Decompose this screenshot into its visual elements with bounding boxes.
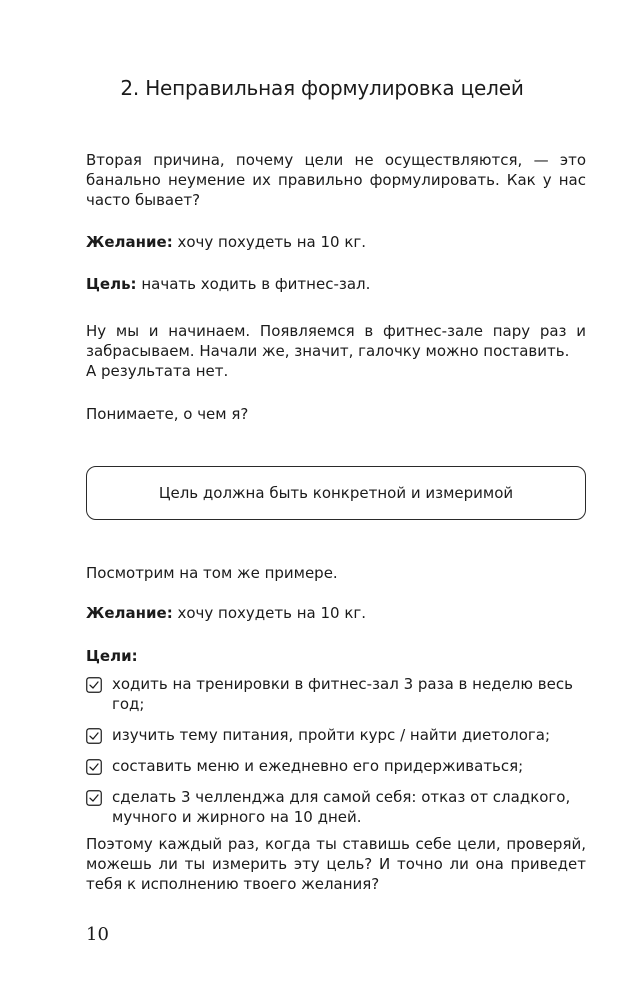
example-intro: Посмотрим на том же примере. [86,564,338,582]
goal-item-text: изучить тему питания, пройти курс / найти диетолога; [112,726,551,744]
desire-line-2 [86,603,586,623]
list-item [86,674,586,714]
section-title: 2. Неправильная формулировка целей [120,76,524,100]
desire-label: Желание: [86,233,173,251]
desire-text: хочу похудеть на 10 кг. [172,233,367,251]
list-item [86,756,586,776]
list-item [86,725,586,745]
page-number: 10 [86,924,109,945]
goal-text: начать ходить в фитнес-зал. [136,275,371,293]
desire-label: Желание: [86,604,173,622]
desire-line [86,232,586,252]
goals-heading: Цели: [86,647,138,665]
goal-item-text: ходить на тренировки в фитнес-зал 3 раза в неделю весь год; [112,675,573,713]
intro-paragraph: Вторая причина, почему цели не осуществляются, — это банально неумение их правильно формулировать. Как у нас часто бывает? [86,151,586,209]
callout-box [86,466,586,520]
desire-text: хочу похудеть на 10 кг. [172,604,367,622]
goal-line [86,274,586,294]
goal-item-text: сделать 3 челленджа для самой себя: отказ от сладкого, мучного и жирного на 10 дней. [112,788,571,826]
list-item [86,787,586,827]
callout-text: Цель должна быть конкретной и измеримой [158,484,514,502]
goals-checklist [86,674,586,827]
checkbox-checked-icon [86,677,102,693]
goal-label: Цель: [86,275,137,293]
story-paragraph [86,321,586,381]
goal-item-text: составить меню и ежедневно его придерживаться; [112,757,524,775]
conclusion-paragraph: Поэтому каждый раз, когда ты ставишь себе цели, проверяй, можешь ли ты измерить эту цель? И точно ли она приведет тебя к исполнению твоего желания? [86,835,586,893]
checkbox-checked-icon [86,759,102,775]
story-line: Ну мы и начинаем. Появляемся в фитнес-зале пару раз и забрасываем. Начали же, значит, галочку можно поставить. [86,322,586,360]
checkbox-checked-icon [86,790,102,806]
checkbox-checked-icon [86,728,102,744]
story-line: А результата нет. [86,362,229,380]
question-paragraph: Понимаете, о чем я? [86,405,249,423]
